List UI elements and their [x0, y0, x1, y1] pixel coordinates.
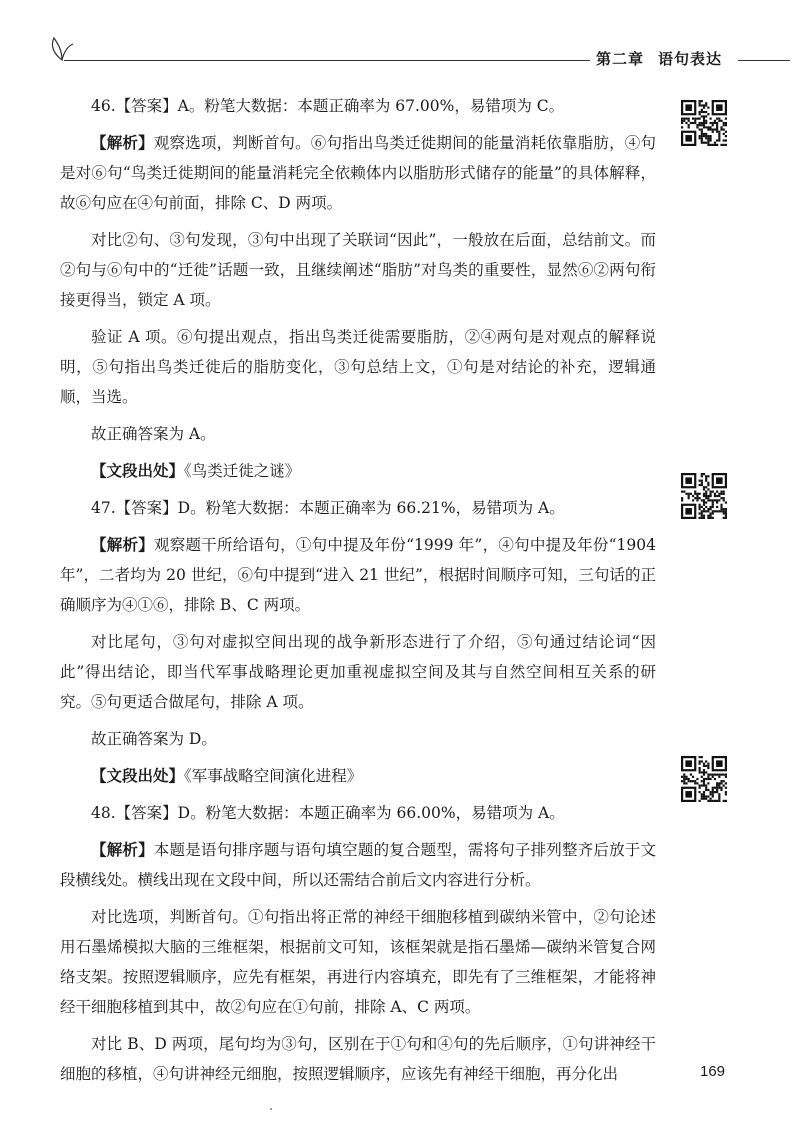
- q48-jiexi-label: 【解析】: [91, 841, 154, 859]
- q47-answer-text: D。粉笔大数据：本题正确率为 66.21%，易错项为 A。: [177, 499, 565, 517]
- header-rule-left: [64, 60, 590, 61]
- q48-answer-head: 48.【答案】: [91, 804, 178, 822]
- q47-jiexi-label: 【解析】: [91, 536, 155, 554]
- q46-answer-head: 46.【答案】: [91, 97, 178, 115]
- chapter-title: [596, 48, 722, 69]
- qr-graphic: [681, 100, 727, 146]
- q48-answer-text: D。粉笔大数据：本题正确率为 66.00%，易错项为 A。: [177, 804, 565, 822]
- q47-conclusion: 故正确答案为 D。: [91, 730, 217, 748]
- q48-para-2: 对比选项，判断首句。①句指出将正常的神经干细胞移植到碳纳米管中，②句论述用石墨烯模拟大脑的三维框架，根据前文可知，该框架就是指石墨烯—碳纳米管复合网络支架。按照逻辑顺序，应先有框架，再进行内容填充，即先有了三维框架，才能将神经干细胞移植到其中，故②句应在①句前，排除 A、C 两项。: [60, 908, 656, 1016]
- q48-para-3: 对比 B、D 两项，尾句均为③句，区别在于①句和④句的先后顺序，①句讲神经干细胞的移植，④句讲神经元细胞，按照逻辑顺序，应该先有神经干细胞，再分化出: [60, 1035, 656, 1083]
- q48-qr-code-icon: [681, 756, 727, 802]
- page-header: [0, 0, 800, 80]
- page-number: 169: [700, 1063, 726, 1080]
- q46-conclusion: 故正确答案为 A。: [91, 425, 216, 443]
- q46-para-3: 验证 A 项。⑥句提出观点，指出鸟类迁徙需要脂肪，②④两句是对观点的解释说明，⑤句指出鸟类迁徙后的脂肪变化，③句总结上文，①句是对结论的补充，逻辑通顺，当选。: [60, 328, 656, 406]
- section-label: 语句表达: [658, 50, 723, 68]
- q46-jiexi: [60, 128, 656, 218]
- q46-jiexi-label: 【解析】: [91, 134, 154, 152]
- q47-source-label: 【文段出处】: [91, 767, 185, 785]
- q47-jiexi-text: 观察题干所给语句，①句中提及年份“1999 年”，④句中提及年份“1904 年”，二者均为 20 世纪，⑥句中提到“进入 21 世纪”，根据时间顺序可知，三句话的正确顺序为④①⑥，排除 B、C 两项。: [60, 536, 656, 614]
- leaf-icon: [44, 32, 74, 62]
- scan-speck: [270, 1108, 272, 1110]
- q47-answer-head: 47.【答案】: [91, 499, 178, 517]
- q46-answer-text: A。粉笔大数据：本题正确率为 67.00%，易错项为 C。: [177, 97, 565, 115]
- q47-answer: [60, 493, 656, 523]
- q47-qr-code-icon: [681, 473, 727, 519]
- page-content: [60, 91, 656, 1096]
- q46-jiexi-text: 观察选项，判断首句。⑥句指出鸟类迁徙期间的能量消耗依靠脂肪，④句是对⑥句“鸟类迁徙期间的能量消耗完全依赖体内以脂肪形式储存的能量”的具体解释，故⑥句应在④句前面，排除 C、D 两项。: [60, 134, 656, 212]
- q46-source-text: 《鸟类迁徙之谜》: [184, 462, 301, 480]
- q46-answer: [60, 91, 656, 121]
- q47-jiexi: [60, 530, 656, 620]
- q48-answer: [60, 798, 656, 828]
- q47-para-2: 对比尾句，③句对虚拟空间出现的战争新形态进行了介绍，⑤句通过结论词“因此”得出结论，即当代军事战略理论更加重视虚拟空间及其与自然空间相互关系的研究。⑤句更适合做尾句，排除 A 项。: [60, 633, 656, 711]
- q48-jiexi-text: 本题是语句排序题与语句填空题的复合题型，需将句子排列整齐后放于文段横线处。横线出现在文段中间，所以还需结合前后文内容进行分析。: [60, 841, 656, 889]
- qr-graphic: [681, 756, 727, 802]
- chapter-label: 第二章: [596, 50, 645, 68]
- q46-qr-code-icon: [681, 100, 727, 146]
- q47-source-text: 《军事战略空间演化进程》: [184, 767, 363, 785]
- qr-graphic: [681, 473, 727, 519]
- q46-source: [60, 456, 656, 486]
- q46-para-2: 对比②句、③句发现，③句中出现了关联词“因此”，一般放在后面，总结前文。而②句与⑥句中的“迁徙”话题一致，且继续阐述“脂肪”对鸟类的重要性，显然⑥②两句衔接更得当，锁定 A 项。: [60, 231, 656, 309]
- q46-source-label: 【文段出处】: [91, 462, 185, 480]
- q48-jiexi: [60, 835, 656, 895]
- header-rule-right: [738, 60, 790, 61]
- q47-source: [60, 761, 656, 791]
